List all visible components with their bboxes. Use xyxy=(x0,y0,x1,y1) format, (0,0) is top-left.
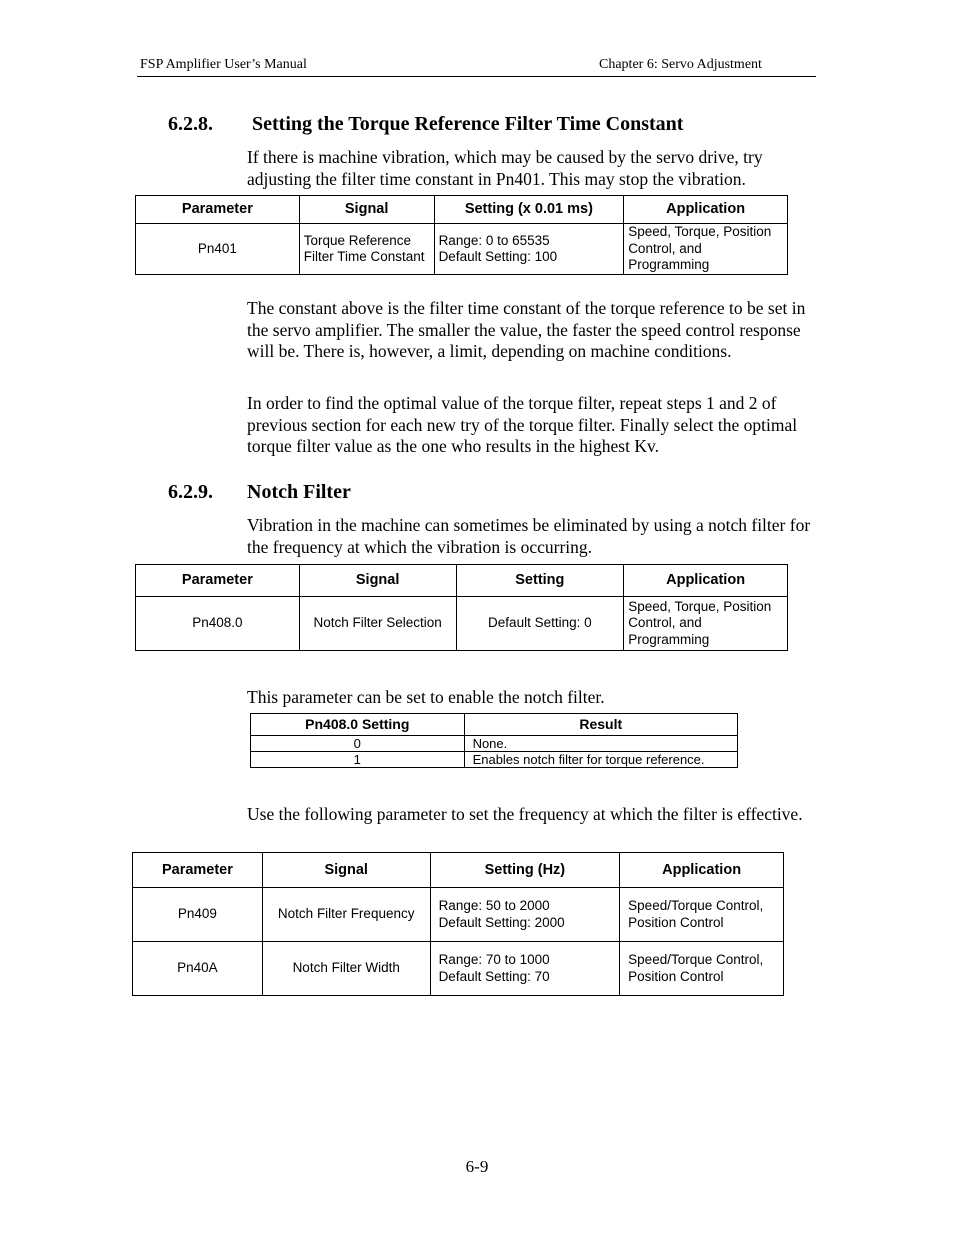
application-line: Speed, Torque, Position xyxy=(628,598,772,614)
table-header-setting: Setting (x 0.01 ms) xyxy=(434,196,624,224)
pn408-table xyxy=(135,564,788,651)
cell-signal: Notch Filter Selection xyxy=(299,597,456,651)
setting-line: Default Setting: 2000 xyxy=(438,914,565,930)
header-manual-title: FSP Amplifier User’s Manual xyxy=(140,57,307,72)
cell-signal xyxy=(299,224,434,275)
table-header-parameter: Parameter xyxy=(133,853,263,888)
table-header-application: Application xyxy=(624,565,788,597)
header-chapter-title: Chapter 6: Servo Adjustment xyxy=(599,57,762,72)
cell-application xyxy=(624,224,788,275)
section-629-intro: Vibration in the machine can sometimes be eliminated by using a notch filter for the frequency at which the vibration is occurring. xyxy=(247,515,811,557)
table-row xyxy=(251,736,738,752)
cell-setting: 1 xyxy=(251,752,465,768)
setting-line: Range: 0 to 65535 xyxy=(438,232,550,248)
application-line: Position Control xyxy=(628,968,724,984)
cell-setting xyxy=(430,888,620,942)
table-header-result: Result xyxy=(464,714,737,736)
cell-setting: Default Setting: 0 xyxy=(456,597,624,651)
pn409-table xyxy=(132,852,784,996)
cell-parameter: Pn409 xyxy=(133,888,263,942)
section-628-para1: The constant above is the filter time constant of the torque reference to be set in the servo amplifier. The smaller the value, the faster the speed control response will be. There is, however, a limit, depending on machine conditions. xyxy=(247,298,806,361)
application-line: Speed/Torque Control, xyxy=(628,898,764,913)
page-number: 6-9 xyxy=(465,1157,489,1176)
setting-line: Default Setting: 70 xyxy=(438,968,550,984)
table-header-application: Application xyxy=(620,853,784,888)
application-line: Speed, Torque, Position xyxy=(628,224,772,240)
frequency-text: Use the following parameter to set the frequency at which the filter is effective. xyxy=(247,804,803,824)
signal-line: Torque Reference xyxy=(303,232,412,248)
table-header-signal: Signal xyxy=(299,565,456,597)
section-628-number: 6.2.8. xyxy=(168,113,213,135)
section-628-intro: If there is machine vibration, which may be caused by the servo drive, try adjusting the filter time constant in Pn401. This may stop the vibration. xyxy=(247,147,763,189)
cell-result: None. xyxy=(464,736,737,752)
table-header-application: Application xyxy=(624,196,788,224)
application-line: Control, and xyxy=(628,240,702,256)
cell-application xyxy=(624,597,788,651)
section-629-number: 6.2.9. xyxy=(168,481,213,503)
table-row xyxy=(251,752,738,768)
table-header-signal: Signal xyxy=(299,196,434,224)
setting-line: Range: 70 to 1000 xyxy=(438,952,550,967)
application-line: Position Control xyxy=(628,914,724,930)
table-header-setting: Pn408.0 Setting xyxy=(251,714,465,736)
table-header-setting: Setting xyxy=(456,565,624,597)
cell-application xyxy=(620,942,784,996)
cell-parameter: Pn40A xyxy=(133,942,263,996)
pn401-table xyxy=(135,195,788,275)
cell-signal: Notch Filter Width xyxy=(262,942,430,996)
setting-line: Range: 50 to 2000 xyxy=(438,898,550,913)
application-line: Speed/Torque Control, xyxy=(628,952,764,967)
signal-line: Filter Time Constant xyxy=(303,249,425,264)
table-row xyxy=(133,888,784,942)
application-line: Control, and xyxy=(628,615,702,631)
cell-signal: Notch Filter Frequency xyxy=(262,888,430,942)
application-line: Programming xyxy=(628,257,710,273)
cell-parameter: Pn401 xyxy=(136,224,300,275)
cell-parameter: Pn408.0 xyxy=(136,597,300,651)
cell-application xyxy=(620,888,784,942)
cell-setting xyxy=(434,224,624,275)
cell-result: Enables notch filter for torque reference. xyxy=(464,752,737,768)
table-header-parameter: Parameter xyxy=(136,565,300,597)
table-header-parameter: Parameter xyxy=(136,196,300,224)
pn408-setting-table xyxy=(250,713,738,768)
cell-setting xyxy=(430,942,620,996)
section-628-title: Setting the Torque Reference Filter Time Constant xyxy=(252,113,684,135)
table-row xyxy=(136,597,788,651)
header-rule xyxy=(137,76,816,77)
section-628-para2: In order to find the optimal value of the torque filter, repeat steps 1 and 2 of previous section for each new try of the torque filter. Finally select the optimal torque filter value as the one who results in the highest Kv. xyxy=(247,393,798,456)
enable-notch-text: This parameter can be set to enable the notch filter. xyxy=(247,687,605,707)
application-line: Programming xyxy=(628,631,710,647)
section-629-title: Notch Filter xyxy=(247,481,351,503)
table-row xyxy=(133,942,784,996)
setting-line: Default Setting: 100 xyxy=(438,249,558,264)
cell-setting: 0 xyxy=(251,736,465,752)
table-header-signal: Signal xyxy=(262,853,430,888)
table-row xyxy=(136,224,788,275)
table-header-setting: Setting (Hz) xyxy=(430,853,620,888)
